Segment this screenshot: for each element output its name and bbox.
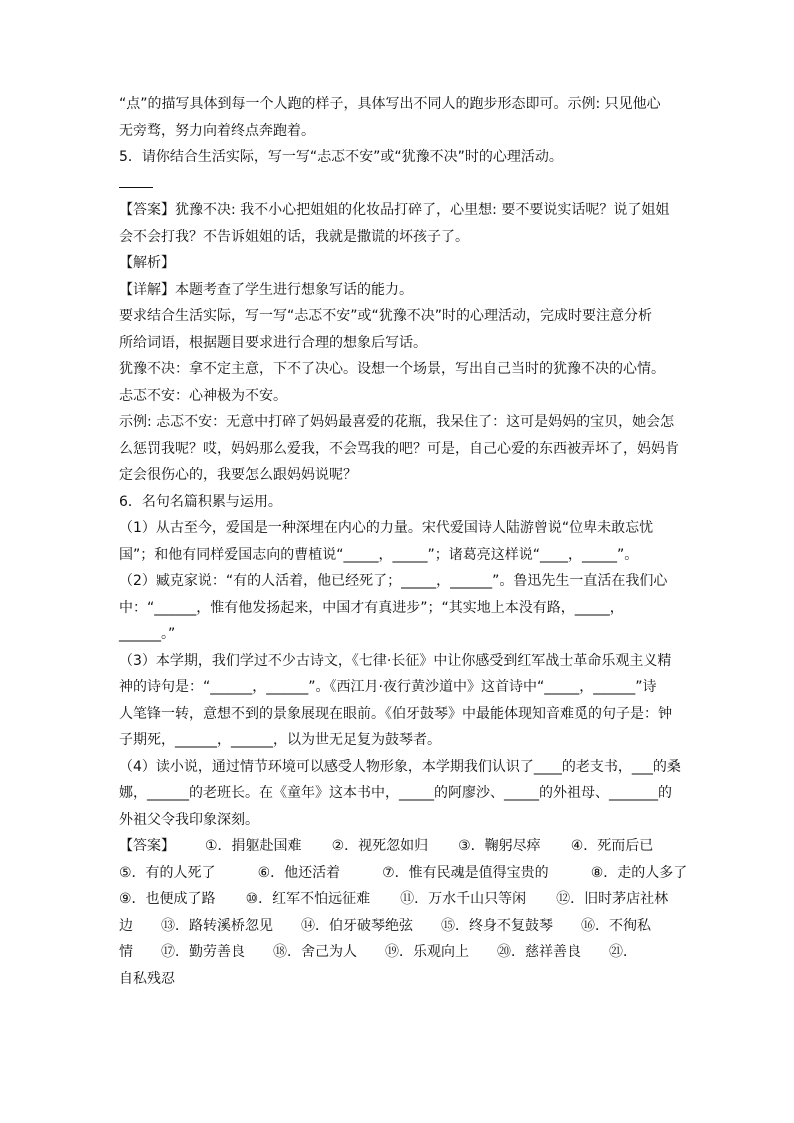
answer-row xyxy=(119,939,679,966)
question-line: 子期死，______，______，以为世无足复为鼓琴者。 xyxy=(119,732,441,748)
question-line: 外祖父令我印象深刻。 xyxy=(119,811,259,828)
question-6: 6．名句名篇积累与运用。 xyxy=(119,493,282,510)
answer-label: 【答案】 xyxy=(119,838,175,854)
answer-item: ⑳．慈祥善良 xyxy=(497,944,581,960)
question-line: （1）从古至今，爱国是一种深埋在内心的力量。宋代爱国诗人陆游曾说“位卑未敢忘忧 xyxy=(119,520,654,536)
answer-line: 会不会打我？不告诉姐姐的话，我就是撒谎的坏孩子了。 xyxy=(119,228,469,245)
answer-item: ⑱．舍己为人 xyxy=(273,944,357,960)
explanation-line: 【详解】本题考查了学生进行想象写话的能力。 xyxy=(119,281,413,298)
answer-item: ⑧．走的人多了 xyxy=(590,864,688,881)
answer-item: ⑦．惟有民魂是值得宝贵的 xyxy=(382,864,549,881)
question-line: 人笔锋一转，意想不到的景象展现在眼前。《伯牙鼓琴》中最能体现知音难觅的句子是：钟 xyxy=(119,705,672,722)
explanation-line: 所给词语，根据题目要求进行合理的想象后写话。 xyxy=(119,334,427,351)
example-line: 定会很伤心的，我要怎么跟妈妈说呢？ xyxy=(119,467,357,483)
answer-row xyxy=(119,886,679,913)
answer-row xyxy=(119,833,679,860)
explanation-line: 犹豫不决：拿不定主意，下不了决心。设想一个场景，写出自己当时的犹豫不决的心情。 xyxy=(119,361,665,377)
question-5: 5．请你结合生活实际，写一写“忐忑不安”或“犹豫不决”时的心理活动。 xyxy=(119,149,563,165)
explanation-line: 忐忑不安：心神极为不安。 xyxy=(119,387,287,404)
answer-item: ①．捐躯赴国难 xyxy=(205,838,302,854)
answer-item: ③．鞠躬尽瘁 xyxy=(458,838,541,854)
answer-item: ⑮．终身不复鼓琴 xyxy=(441,917,553,934)
question-line: （3）本学期，我们学过不少古诗文，《七律·长征》中让你感受到红军战士革命乐观主义精 xyxy=(119,652,672,669)
answer-item: 边 xyxy=(119,917,133,934)
answer-item: ⑭．伯牙破琴绝弦 xyxy=(301,917,413,934)
answer-item: ②．视死忽如归 xyxy=(331,838,429,854)
answer-item: ⑬．路转溪桥忽见 xyxy=(161,917,273,934)
answer-row xyxy=(119,860,688,887)
question-line: 神的诗句是：“______，______”。《西江月·夜行黄沙道中》这首诗中“_____，______”诗 xyxy=(119,679,657,695)
text-line: 无旁骛，努力向着终点奔跑着。 xyxy=(119,122,315,139)
example-line: 么惩罚我呢？哎，妈妈那么爱我，不会骂我的吧？可是，自己心爱的东西被弄坏了，妈妈肯 xyxy=(119,440,679,457)
analysis-heading: 【解析】 xyxy=(119,255,175,271)
answer-item: ⑩．红军不怕远征难 xyxy=(245,891,371,907)
answer-item: ⑯．不徇私 xyxy=(581,917,651,934)
answer-item: ⑪．万水千山只等闲 xyxy=(400,891,527,907)
answer-item: ㉑． xyxy=(609,944,637,960)
answer-item: 情 xyxy=(119,944,133,960)
explanation-line: 要求结合生活实际，写一写“忐忑不安”或“犹豫不决”时的心理活动，完成时要注意分析 xyxy=(119,308,653,324)
answer-blank xyxy=(119,171,679,198)
document-body xyxy=(119,91,688,992)
question-line: 娜，______的老班长。在《童年》这本书中，_____的阿廖沙、_____的外祖母、_______的 xyxy=(119,785,672,801)
answer-item: ④．死而后已 xyxy=(570,838,654,854)
answer-item: ⑲．乐观向上 xyxy=(385,944,469,960)
question-line: ______。” xyxy=(119,626,176,642)
answer-item: ⑰．勤劳善良 xyxy=(161,944,245,960)
answer-row xyxy=(119,966,679,993)
example-line: 示例: 忐忑不安：无意中打碎了妈妈最喜爱的花瓶，我呆住了：这可是妈妈的宝贝，她会怎 xyxy=(119,414,675,430)
text-line: “点”的描写具体到每一个人跑的样子，具体写出不同人的跑步形态即可。示例: 只见他心 xyxy=(119,96,661,112)
answer-item: ⑤．有的人死了 xyxy=(119,864,216,881)
answer-row xyxy=(119,913,679,940)
question-line: （4）读小说，通过情节环境可以感受人物形象，本学期我们认识了____的老支书，___的桑 xyxy=(119,758,681,775)
question-line: 中：“______，惟有他发扬起来，中国才有真进步”；“其实地上本没有路，_____， xyxy=(119,599,624,616)
answer-item: 自私残忍 xyxy=(119,970,175,987)
answer-item: ⑥．他还活着 xyxy=(257,864,341,881)
answer-item: ⑫．旧时茅店社林 xyxy=(556,891,669,907)
answer-item: ⑨．也便成了路 xyxy=(119,891,216,907)
answer-blank-underline xyxy=(119,177,153,188)
question-line: （2）臧克家说：“有的人活着，他已经死了；_____，______”。鲁迅先生一直活在我们心 xyxy=(119,573,668,589)
answer-line: 【答案】犹豫不决: 我不小心把姐姐的化妆品打碎了，心里想: 要不要说实话呢？说了姐姐 xyxy=(119,202,670,218)
question-line: 国”；和他有同样爱国志向的曹植说“_____，_____”；诸葛亮这样说“____，_____”。 xyxy=(119,546,639,563)
